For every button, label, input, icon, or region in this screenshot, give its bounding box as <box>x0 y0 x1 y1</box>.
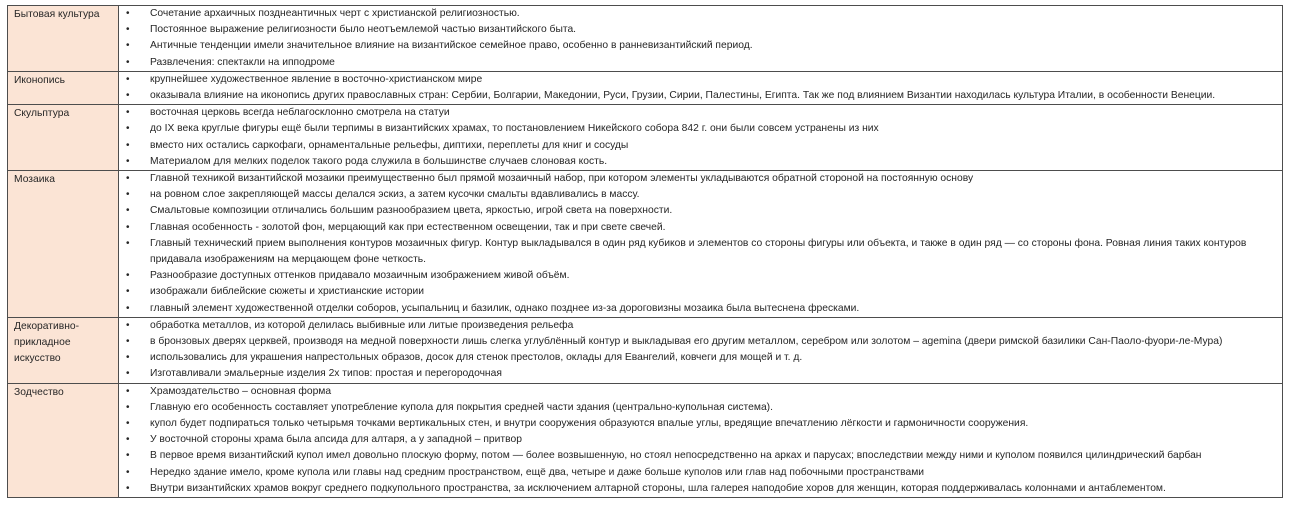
list-item: • Главной техникой византийской мозаики преимущественно был прямой мозаичный набор, при котором элементы укладываются обратной стороной на постоянную основу <box>119 171 1282 187</box>
list-item: • изображали библейские сюжеты и христианские истории <box>119 284 1282 300</box>
bullet-icon: • <box>126 368 130 380</box>
table-row <box>8 6 1283 72</box>
list-item: • Внутри византийских храмов вокруг среднего подкупольного пространства, за исключением алтарной стороны, шла галерея наподобие хоров для женщин, которая поддерживалась колоннами и антаблементом. <box>119 481 1282 497</box>
list-item: • крупнейшее художественное явление в восточно-христианском мире <box>119 72 1282 88</box>
bullet-icon: • <box>126 24 130 36</box>
list-item: • Материалом для мелких поделок такого рода служила в большинстве случаев слоновая кость. <box>119 154 1282 170</box>
bullet-icon: • <box>126 352 130 364</box>
bullet-icon: • <box>126 173 130 185</box>
table-row <box>8 171 1283 318</box>
list-item: • обработка металлов, из которой делилась выбивные или литые произведения рельефа <box>119 318 1282 334</box>
list-item: • Разнообразие доступных оттенков придавало мозаичным изображением живой объём. <box>119 268 1282 284</box>
list-item: • главный элемент художественной отделки соборов, усыпальниц и базилик, однако позднее из-за дороговизны мозаика была вытеснена фресками. <box>119 301 1282 317</box>
list-item: • Античные тенденции имели значительное влияние на византийское семейное право, особенно в ранневизантийский период. <box>119 38 1282 54</box>
bullet-icon: • <box>126 205 130 217</box>
bullet-icon: • <box>126 302 130 314</box>
culture-table <box>7 5 1283 498</box>
bullet-icon: • <box>126 270 130 282</box>
items-cell <box>119 317 1283 383</box>
bullet-icon: • <box>126 107 130 119</box>
bullet-icon: • <box>126 466 130 478</box>
category-cell: Бытовая культура <box>8 6 119 72</box>
category-cell: Иконопись <box>8 71 119 104</box>
bullet-icon: • <box>126 286 130 298</box>
bullet-icon: • <box>126 319 130 331</box>
bullet-icon: • <box>126 189 130 201</box>
table-row <box>8 71 1283 104</box>
list-item: • Постоянное выражение религиозности было неотъемлемой частью византийского быта. <box>119 22 1282 38</box>
list-item: • В первое время византийский купол имел довольно плоскую форму, потом — более возвышенную, но стоял непосредственно на арках и парусах; впоследствии между ними и куполом появился цилиндрический барбан <box>119 448 1282 464</box>
items-cell <box>119 105 1283 171</box>
items-cell <box>119 71 1283 104</box>
bullet-icon: • <box>126 450 130 462</box>
bullet-icon: • <box>126 434 130 446</box>
table-row <box>8 105 1283 171</box>
list-item: • на ровном слое закрепляющей массы делался эскиз, а затем кусочки смальты вдавливались в массу. <box>119 187 1282 203</box>
list-item: • оказывала влияние на иконопись других православных стран: Сербии, Болгарии, Македонии, Руси, Грузии, Сирии, Палестины, Египта. Так же под влиянием Византии находилась культура Италии, в особенности Венеции. <box>119 88 1282 104</box>
list-item: • купол будет подпираться только четырьмя точками вертикальных стен, и внутри сооружения образуются впалые углы, вредящие впечатлению лёгкости и гармоничности сооружения. <box>119 416 1282 432</box>
bullet-icon: • <box>126 73 130 85</box>
bullet-icon: • <box>126 401 130 413</box>
list-item: • Храмоздательство – основная форма <box>119 384 1282 400</box>
list-item: • восточная церковь всегда неблагосклонно смотрела на статуи <box>119 105 1282 121</box>
list-item: • в бронзовых дверях церквей, производя на медной поверхности лишь слегка углублённый контур и выкладывая его другим металлом, серебром или золотом – agemina (двери римской базилики Сан-Паоло-фуори-ле-Мура) <box>119 334 1282 350</box>
list-item: • до IX века круглые фигуры ещё были терпимы в византийских храмах, то постановлением Никейского собора 842 г. они были совсем устранены из них <box>119 121 1282 137</box>
items-cell <box>119 383 1283 497</box>
list-item: • Сочетание архаичных позднеантичных черт с христианской религиозностью. <box>119 6 1282 22</box>
bullet-icon: • <box>126 482 130 494</box>
list-item: • У восточной стороны храма была апсида для алтаря, а у западной – притвор <box>119 432 1282 448</box>
list-item: • Развлечения: спектакли на ипподроме <box>119 55 1282 71</box>
bullet-icon: • <box>126 56 130 68</box>
list-item: • Изготавливали эмальерные изделия 2х типов: простая и перегородочная <box>119 366 1282 382</box>
bullet-icon: • <box>126 40 130 52</box>
bullet-icon: • <box>126 90 130 102</box>
items-cell <box>119 6 1283 72</box>
list-item: • Главная особенность - золотой фон, мерцающий как при естественном освещении, так и при свете свечей. <box>119 220 1282 236</box>
category-cell: Мозаика <box>8 171 119 318</box>
category-cell: Декоративно-прикладное искусство <box>8 317 119 383</box>
list-item: • использовались для украшения напрестольных образов, досок для стенок престолов, оклады для Евангелий, ковчеги для мощей и т. д. <box>119 350 1282 366</box>
bullet-icon: • <box>126 418 130 430</box>
table-row <box>8 383 1283 497</box>
category-cell: Зодчество <box>8 383 119 497</box>
bullet-icon: • <box>126 385 130 397</box>
bullet-icon: • <box>126 123 130 135</box>
category-cell: Скульптура <box>8 105 119 171</box>
bullet-icon: • <box>126 139 130 151</box>
bullet-icon: • <box>126 336 130 348</box>
table-row <box>8 317 1283 383</box>
bullet-icon: • <box>126 237 130 249</box>
list-item: • Нередко здание имело, кроме купола или главы над средним пространством, ещё два, четыре и даже больше куполов или глав над побочными пространствами <box>119 465 1282 481</box>
list-item: • Смальтовые композиции отличались большим разнообразием цвета, яркостью, игрой света на поверхности. <box>119 203 1282 219</box>
list-item: • Главную его особенность составляет употребление купола для покрытия средней части здания (центрально-купольная система). <box>119 400 1282 416</box>
bullet-icon: • <box>126 155 130 167</box>
bullet-icon: • <box>126 8 130 19</box>
bullet-icon: • <box>126 221 130 233</box>
list-item: • вместо них остались саркофаги, орнаментальные рельефы, диптихи, переплеты для книг и сосуды <box>119 138 1282 154</box>
list-item: • Главный технический прием выполнения контуров мозаичных фигур. Контур выкладывался в один ряд кубиков и элементов со стороны фигуры или объекта, и также в один ряд — со стороны фона. Ровная линия таких контуров придавала изображениям на мерцающем фоне четкость. <box>126 237 1247 266</box>
items-cell <box>119 171 1283 318</box>
